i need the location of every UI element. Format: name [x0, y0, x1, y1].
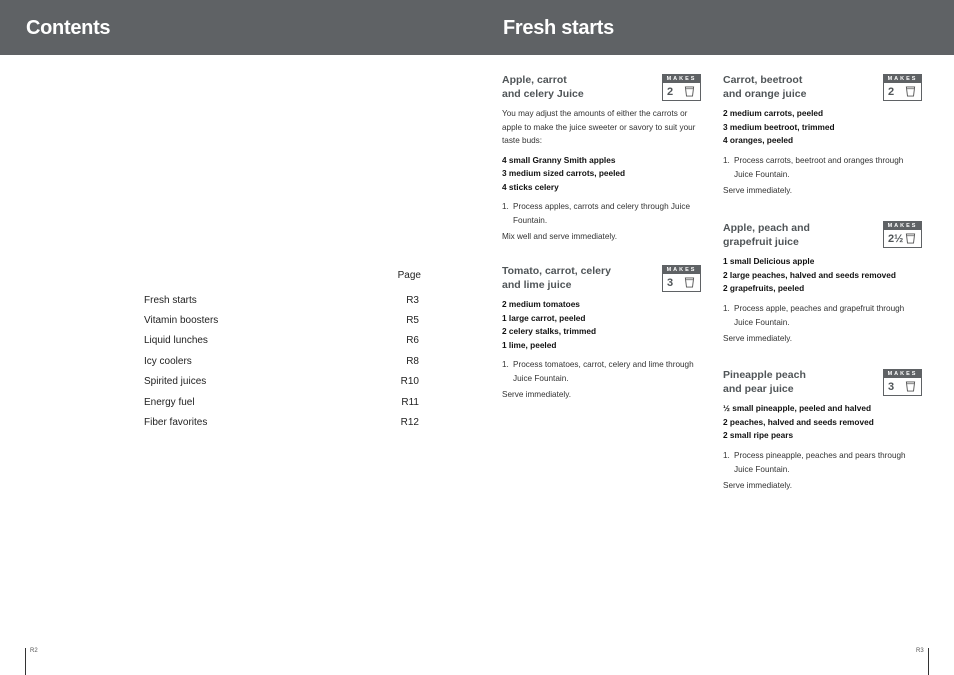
method-step	[502, 358, 702, 386]
method	[723, 154, 923, 182]
serving-note: Serve immediately.	[502, 390, 572, 399]
recipe-title	[723, 74, 863, 101]
glass-icon	[684, 86, 695, 97]
glass-icon	[905, 233, 916, 244]
recipe-title	[723, 222, 863, 249]
right-page-rule	[928, 648, 929, 675]
toc-page: R3	[406, 294, 419, 306]
recipe-title-line: Carrot, beetroot	[723, 74, 803, 86]
makes-badge	[883, 221, 922, 248]
ingredient: ½ small pineapple, peeled and halved	[723, 403, 872, 413]
ingredient-list	[723, 402, 923, 443]
toc-page: R11	[401, 396, 419, 408]
ingredient-list	[502, 154, 702, 195]
left-page-rule	[25, 648, 26, 675]
recipe-title-line: Apple, peach and	[723, 222, 810, 234]
recipe-title-line: Apple, carrot	[502, 74, 567, 86]
ingredient: 2 medium tomatoes	[502, 299, 580, 309]
ingredient: 2 medium carrots, peeled	[723, 108, 824, 118]
makes-label: MAKES	[884, 75, 921, 83]
ingredient: 2 celery stalks, trimmed	[502, 326, 597, 336]
recipe-title-line: and lime juice	[502, 278, 572, 291]
toc-row-energy-fuel[interactable]	[144, 392, 424, 412]
toc-label: Fresh starts	[144, 294, 197, 306]
glass-icon	[905, 86, 916, 97]
recipe-title-line: Pineapple peach	[723, 369, 806, 381]
toc-page: R12	[400, 417, 419, 429]
toc-label: Icy coolers	[144, 355, 192, 367]
toc-row-icy-coolers[interactable]	[144, 351, 424, 371]
toc-row-spirited-juices[interactable]	[144, 372, 424, 392]
makes-badge	[883, 369, 922, 396]
serving-note: Serve immediately.	[723, 480, 793, 490]
ingredient: 3 medium sized carrots, peeled	[502, 168, 626, 179]
method	[723, 449, 923, 477]
makes-label: MAKES	[663, 75, 700, 83]
step-number: 1.	[723, 450, 730, 460]
makes-badge	[662, 265, 701, 292]
recipe-title-line: grapefruit juice	[723, 235, 799, 248]
right-page-number: R3	[916, 648, 924, 654]
toc-row-liquid-lunches[interactable]	[144, 331, 424, 351]
toc-page: R6	[406, 335, 419, 347]
makes-count: 2	[888, 85, 895, 98]
toc-label: Liquid lunches	[144, 335, 208, 347]
method-step	[723, 449, 923, 477]
ingredient: 1 small Delicious apple	[723, 256, 815, 266]
ingredient: 2 grapefruits, peeled	[723, 283, 805, 293]
makes-badge	[883, 74, 922, 101]
serving-note: Mix well and serve immediately.	[502, 232, 617, 242]
step-text: Process tomatoes, carrot, celery and lime through Juice Fountain.	[513, 360, 694, 383]
toc-label: Fiber favorites	[144, 417, 208, 429]
recipe-intro: You may adjust the amounts of either the carrots or apple to make the juice sweeter or savory to suit your taste buds:	[502, 109, 696, 146]
contents-table	[144, 270, 424, 433]
makes-count: 3	[667, 276, 674, 289]
recipe-title-line: and celery Juice	[502, 87, 584, 100]
method	[502, 200, 702, 228]
toc-page: R5	[406, 315, 419, 327]
step-number: 1.	[502, 360, 509, 369]
ingredient: 4 small Granny Smith apples	[502, 154, 616, 165]
step-text: Process apples, carrots and celery through Juice Fountain.	[513, 202, 691, 226]
ingredient: 1 large carrot, peeled	[502, 312, 586, 323]
ingredient: 1 lime, peeled	[502, 339, 557, 350]
recipe-title	[723, 369, 863, 396]
ingredient: 4 oranges, peeled	[723, 135, 794, 145]
method-step	[502, 200, 702, 228]
glass-icon	[905, 381, 916, 392]
toc-page: R8	[406, 355, 419, 367]
makes-label: MAKES	[884, 222, 921, 230]
method-step	[723, 154, 923, 182]
section-title: Fresh starts	[503, 17, 614, 39]
recipe-title-line: and orange juice	[723, 87, 807, 100]
toc-page: R10	[400, 376, 419, 388]
ingredient-list	[502, 298, 702, 352]
makes-label: MAKES	[884, 370, 921, 378]
ingredient: 2 small ripe pears	[723, 430, 794, 440]
serving-note: Serve immediately.	[723, 185, 793, 195]
ingredient-list	[723, 107, 923, 148]
glass-icon	[684, 277, 695, 288]
toc-label: Energy fuel	[144, 396, 195, 408]
step-text: Process pineapple, peaches and pears through Juice Fountain.	[734, 450, 906, 474]
toc-page-header: Page	[397, 270, 421, 281]
serving-note: Serve immediately.	[723, 333, 793, 343]
ingredient-list	[723, 255, 923, 296]
toc-row-vitamin-boosters[interactable]	[144, 310, 424, 330]
toc-row-fresh-starts[interactable]	[144, 290, 424, 310]
toc-row-fiber-favorites[interactable]	[144, 412, 424, 432]
step-text: Process carrots, beetroot and oranges through Juice Fountain.	[734, 155, 904, 179]
ingredient: 4 sticks celery	[502, 181, 559, 192]
recipe-title-line: Tomato, carrot, celery	[502, 265, 611, 277]
step-number: 1.	[723, 303, 730, 313]
makes-badge	[662, 74, 701, 101]
method	[723, 302, 923, 330]
recipe-title-line: and pear juice	[723, 382, 794, 395]
makes-count: 2½	[888, 232, 904, 245]
recipe-title	[502, 74, 642, 101]
toc-label: Vitamin boosters	[144, 315, 219, 327]
step-number: 1.	[502, 202, 509, 212]
step-number: 1.	[723, 155, 730, 165]
contents-title: Contents	[26, 17, 111, 39]
method	[502, 358, 702, 386]
makes-count: 2	[667, 85, 674, 98]
makes-label: MAKES	[663, 266, 700, 274]
recipe-title	[502, 265, 642, 292]
toc-label: Spirited juices	[144, 376, 207, 388]
step-text: Process apple, peaches and grapefruit through Juice Fountain.	[734, 303, 905, 327]
ingredient: 2 peaches, halved and seeds removed	[723, 416, 874, 427]
makes-count: 3	[888, 380, 895, 393]
left-page-number: R2	[30, 648, 38, 654]
header-band	[0, 0, 954, 55]
ingredient: 2 large peaches, halved and seeds removed	[723, 269, 896, 280]
ingredient: 3 medium beetroot, trimmed	[723, 121, 835, 132]
method-step	[723, 302, 923, 330]
toc-header	[144, 270, 424, 290]
